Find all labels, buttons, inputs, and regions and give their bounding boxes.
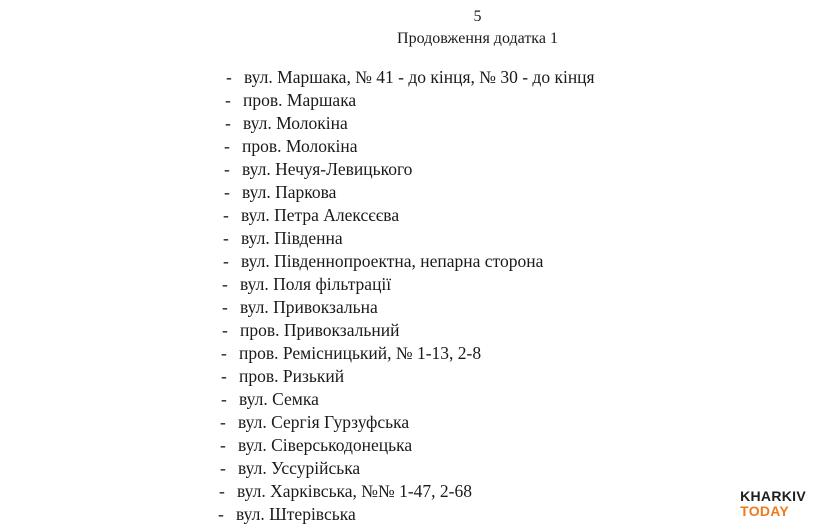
list-dash: - — [220, 458, 226, 478]
list-dash: - — [224, 136, 230, 156]
street-name: вул. Уссурійська — [238, 458, 361, 478]
list-dash: - — [218, 504, 224, 524]
street-name: вул. Молокіна — [243, 113, 348, 133]
list-dash: - — [223, 251, 229, 271]
list-item — [0, 434, 840, 457]
street-list — [0, 66, 840, 526]
list-dash: - — [220, 412, 226, 432]
list-item — [0, 503, 840, 526]
street-name: вул. Сіверськодонецька — [238, 435, 413, 455]
list-item — [0, 480, 840, 503]
list-item — [0, 181, 840, 204]
logo-line-kharkiv: KHARKIV — [740, 488, 806, 504]
list-item — [0, 296, 840, 319]
list-dash: - — [220, 435, 226, 455]
list-dash: - — [222, 320, 228, 340]
kharkiv-today-logo — [740, 489, 806, 519]
list-dash: - — [222, 297, 228, 317]
list-dash: - — [224, 159, 230, 179]
street-name: вул. Петра Алексєєва — [241, 205, 400, 225]
street-name: вул. Нечуя-Левицького — [242, 159, 413, 179]
street-name: пров. Маршака — [243, 90, 357, 110]
list-item — [0, 227, 840, 250]
list-item — [0, 250, 840, 273]
list-dash: - — [222, 274, 228, 294]
list-dash: - — [225, 90, 231, 110]
street-name: вул. Південнопроектна, непарна сторона — [241, 251, 544, 271]
street-name: вул. Поля фільтрації — [240, 274, 392, 294]
list-item — [0, 319, 840, 342]
street-name: вул. Сергія Гурзуфська — [238, 412, 410, 432]
street-name: вул. Південна — [241, 228, 343, 248]
street-name: пров. Ризький — [239, 366, 345, 386]
list-item — [0, 342, 840, 365]
list-item — [0, 89, 840, 112]
street-name: вул. Харківська, №№ 1-47, 2-68 — [237, 481, 472, 501]
list-dash: - — [221, 343, 227, 363]
street-name: пров. Молокіна — [242, 136, 358, 156]
list-dash: - — [223, 228, 229, 248]
street-name: пров. Ремісницький, № 1-13, 2-8 — [239, 343, 482, 363]
list-item — [0, 365, 840, 388]
street-name: пров. Привокзальний — [240, 320, 400, 340]
list-item — [0, 388, 840, 411]
list-item — [0, 112, 840, 135]
list-dash: - — [226, 67, 232, 87]
list-dash: - — [223, 205, 229, 225]
street-name: вул. Штерівська — [236, 504, 356, 524]
list-dash: - — [224, 182, 230, 202]
street-name: вул. Привокзальна — [240, 297, 378, 317]
page-number: 5 — [473, 8, 482, 25]
list-dash: - — [221, 366, 227, 386]
list-dash: - — [219, 481, 225, 501]
list-item — [0, 158, 840, 181]
list-item — [0, 457, 840, 480]
list-item — [0, 135, 840, 158]
street-name: вул. Паркова — [242, 182, 337, 202]
list-item — [0, 411, 840, 434]
list-item — [0, 273, 840, 296]
list-dash: - — [221, 389, 227, 409]
list-dash: - — [225, 113, 231, 133]
list-item — [0, 66, 840, 89]
appendix-subtitle: Продовження додатка 1 — [397, 30, 558, 47]
street-name: вул. Маршака, № 41 - до кінця, № 30 - до кінця — [244, 67, 595, 87]
list-item — [0, 204, 840, 227]
logo-line-today: TODAY — [740, 503, 790, 519]
street-name: вул. Семка — [239, 389, 319, 409]
